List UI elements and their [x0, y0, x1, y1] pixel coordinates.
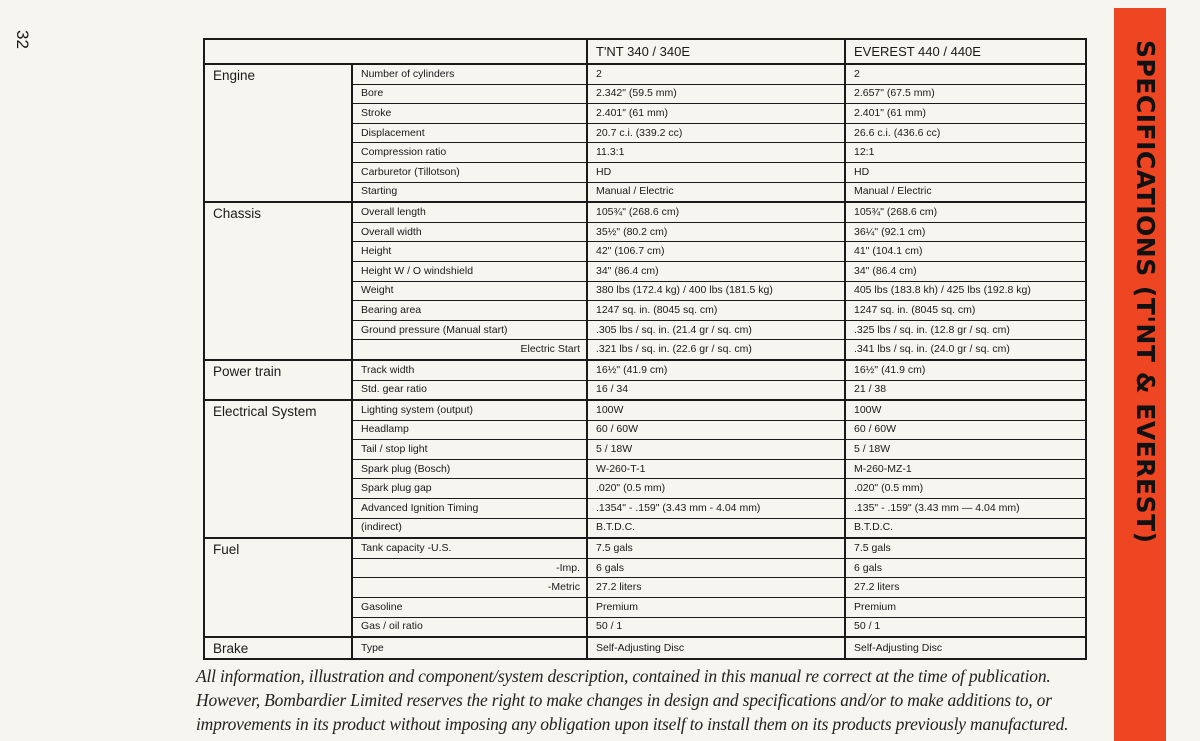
category-label: Engine — [204, 64, 352, 202]
everest-value: HD — [845, 162, 1086, 182]
tnt-value: 5 / 18W — [587, 440, 845, 460]
tnt-value: 6 gals — [587, 558, 845, 578]
table-row — [204, 400, 1086, 420]
everest-value: 1247 sq. in. (8045 sq. cm) — [845, 301, 1086, 321]
everest-value: B.T.D.C. — [845, 518, 1086, 538]
spec-label: Gasoline — [352, 598, 587, 618]
tnt-value: 16 / 34 — [587, 380, 845, 400]
table-row — [204, 637, 1086, 659]
spec-label: Spark plug gap — [352, 479, 587, 499]
category-label: Fuel — [204, 538, 352, 637]
spec-label: Stroke — [352, 104, 587, 124]
tnt-value: 105¾" (268.6 cm) — [587, 202, 845, 222]
tnt-value: 380 lbs (172.4 kg) / 400 lbs (181.5 kg) — [587, 281, 845, 301]
category-label: Brake — [204, 637, 352, 659]
tnt-value: 7.5 gals — [587, 538, 845, 558]
tnt-value: 27.2 liters — [587, 578, 845, 598]
everest-value: 6 gals — [845, 558, 1086, 578]
everest-value: 100W — [845, 400, 1086, 420]
spec-label: Height W / O windshield — [352, 261, 587, 281]
spec-label: Advanced Ignition Timing — [352, 499, 587, 519]
everest-value: 105¾" (268.6 cm) — [845, 202, 1086, 222]
everest-value: Manual / Electric — [845, 182, 1086, 202]
header-blank — [204, 39, 587, 64]
specifications-table — [203, 38, 1087, 660]
category-label: Power train — [204, 360, 352, 400]
tnt-value: 2.401" (61 mm) — [587, 104, 845, 124]
everest-value: 2.401" (61 mm) — [845, 104, 1086, 124]
everest-value: 50 / 1 — [845, 617, 1086, 637]
everest-value: .325 lbs / sq. in. (12.8 gr / sq. cm) — [845, 320, 1086, 340]
everest-value: 26.6 c.i. (436.6 cc) — [845, 123, 1086, 143]
side-banner-title: SPECIFICATIONS (T'NT & EVEREST) — [1131, 40, 1160, 544]
everest-value: 27.2 liters — [845, 578, 1086, 598]
tnt-value: Premium — [587, 598, 845, 618]
column-header-tnt: T'NT 340 / 340E — [587, 39, 845, 64]
everest-value: 16½" (41.9 cm) — [845, 360, 1086, 380]
spec-label: Ground pressure (Manual start) — [352, 320, 587, 340]
table-row — [204, 538, 1086, 558]
table-header-row — [204, 39, 1086, 64]
tnt-value: 100W — [587, 400, 845, 420]
category-label: Chassis — [204, 202, 352, 360]
tnt-value: 2 — [587, 64, 845, 84]
tnt-value: 20.7 c.i. (339.2 cc) — [587, 123, 845, 143]
spec-label: Bore — [352, 84, 587, 104]
spec-label: Lighting system (output) — [352, 400, 587, 420]
everest-value: .135" - .159" (3.43 mm — 4.04 mm) — [845, 499, 1086, 519]
tnt-value: 50 / 1 — [587, 617, 845, 637]
spec-label: -Metric — [352, 578, 587, 598]
table-row — [204, 360, 1086, 380]
spec-label: Electric Start — [352, 340, 587, 360]
everest-value: 5 / 18W — [845, 440, 1086, 460]
spec-label: Displacement — [352, 123, 587, 143]
tnt-value: HD — [587, 162, 845, 182]
everest-value: 405 lbs (183.8 kh) / 425 lbs (192.8 kg) — [845, 281, 1086, 301]
spec-label: Std. gear ratio — [352, 380, 587, 400]
tnt-value: 42" (106.7 cm) — [587, 242, 845, 262]
spec-label: Tail / stop light — [352, 440, 587, 460]
spec-label: Height — [352, 242, 587, 262]
everest-value: 36¼" (92.1 cm) — [845, 222, 1086, 242]
tnt-value: 11.3:1 — [587, 143, 845, 163]
category-label: Electrical System — [204, 400, 352, 538]
tnt-value: B.T.D.C. — [587, 518, 845, 538]
spec-label: Track width — [352, 360, 587, 380]
spec-label: Spark plug (Bosch) — [352, 459, 587, 479]
spec-label: Type — [352, 637, 587, 659]
table-body — [204, 64, 1086, 659]
everest-value: .020" (0.5 mm) — [845, 479, 1086, 499]
tnt-value: 2.342" (59.5 mm) — [587, 84, 845, 104]
spec-label: Number of cylinders — [352, 64, 587, 84]
tnt-value: .321 lbs / sq. in. (22.6 gr / sq. cm) — [587, 340, 845, 360]
tnt-value: Self-Adjusting Disc — [587, 637, 845, 659]
tnt-value: 60 / 60W — [587, 420, 845, 440]
everest-value: 34" (86.4 cm) — [845, 261, 1086, 281]
tnt-value: .305 lbs / sq. in. (21.4 gr / sq. cm) — [587, 320, 845, 340]
everest-value: 2.657" (67.5 mm) — [845, 84, 1086, 104]
tnt-value: 35½" (80.2 cm) — [587, 222, 845, 242]
tnt-value: 34" (86.4 cm) — [587, 261, 845, 281]
tnt-value: .1354" - .159" (3.43 mm - 4.04 mm) — [587, 499, 845, 519]
table-row — [204, 202, 1086, 222]
everest-value: 60 / 60W — [845, 420, 1086, 440]
spec-label: Overall width — [352, 222, 587, 242]
everest-value: .341 lbs / sq. in. (24.0 gr / sq. cm) — [845, 340, 1086, 360]
tnt-value: 1247 sq. in. (8045 sq. cm) — [587, 301, 845, 321]
disclaimer-text: All information, illustration and component/system description, contained in this manual re correct at the time of publication. However, Bombardier Limited reserves the right to make changes in design and specifications and/or to make additions to, or improvements in its product without imposing any obligation upon itself to install them on its products previously manufactured. — [196, 666, 1069, 734]
spec-label: Tank capacity -U.S. — [352, 538, 587, 558]
spec-label: Gas / oil ratio — [352, 617, 587, 637]
everest-value: 21 / 38 — [845, 380, 1086, 400]
spec-label: Overall length — [352, 202, 587, 222]
spec-label: -Imp. — [352, 558, 587, 578]
column-header-everest: EVEREST 440 / 440E — [845, 39, 1086, 64]
spec-label: Compression ratio — [352, 143, 587, 163]
tnt-value: Manual / Electric — [587, 182, 845, 202]
everest-value: 12:1 — [845, 143, 1086, 163]
everest-value: 41" (104.1 cm) — [845, 242, 1086, 262]
everest-value: 7.5 gals — [845, 538, 1086, 558]
page-number: 32 — [13, 30, 32, 49]
spec-label: Carburetor (Tillotson) — [352, 162, 587, 182]
spec-label: Starting — [352, 182, 587, 202]
everest-value: 2 — [845, 64, 1086, 84]
everest-value: M-260-MZ-1 — [845, 459, 1086, 479]
spec-label: Headlamp — [352, 420, 587, 440]
everest-value: Self-Adjusting Disc — [845, 637, 1086, 659]
spec-label: Bearing area — [352, 301, 587, 321]
tnt-value: W-260-T-1 — [587, 459, 845, 479]
spec-label: (indirect) — [352, 518, 587, 538]
tnt-value: 16½" (41.9 cm) — [587, 360, 845, 380]
spec-label: Weight — [352, 281, 587, 301]
tnt-value: .020" (0.5 mm) — [587, 479, 845, 499]
everest-value: Premium — [845, 598, 1086, 618]
table-row — [204, 64, 1086, 84]
